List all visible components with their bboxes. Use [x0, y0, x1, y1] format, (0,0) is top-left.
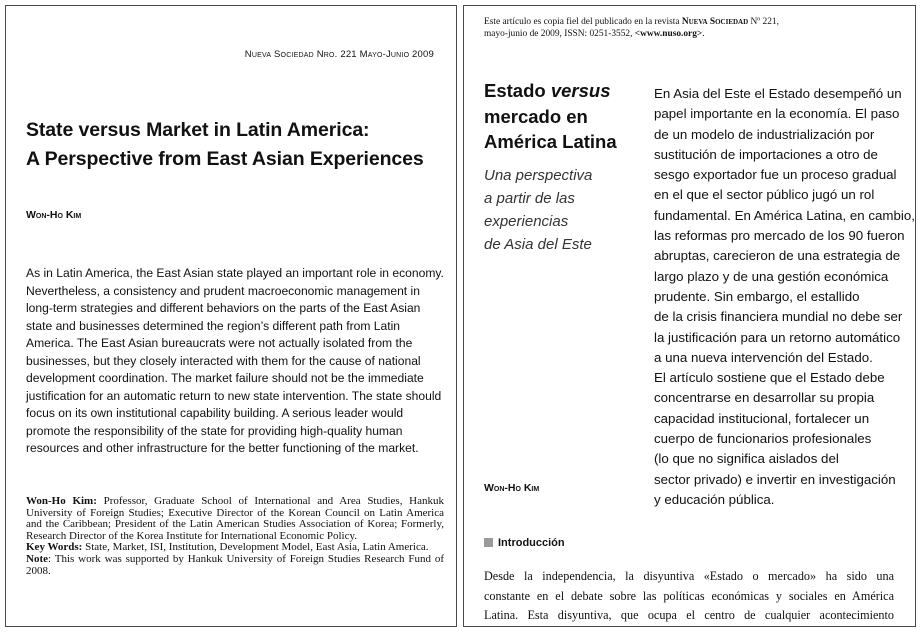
- section-marker-icon: [484, 538, 493, 547]
- summary-line: abruptas, carecieron de una estrategia de: [654, 248, 901, 264]
- note-label: Note: [26, 552, 48, 565]
- summary-line: y educación pública.: [654, 491, 775, 507]
- summary-line: de la crisis financiera mundial no debe ser: [654, 309, 903, 325]
- summary-line: largo plazo y de una gestión económica: [654, 268, 889, 284]
- summary-line: fundamental. En América Latina, en cambio,: [654, 207, 915, 223]
- subtitle-line-1: Una perspectiva: [484, 167, 593, 184]
- journal-header: Nueva Sociedad Nro. 221 Mayo-Junio 2009: [244, 49, 434, 60]
- intro-line: constante en el debate sobre las políticas económicas y sociales en América: [484, 588, 894, 603]
- copy-note-part-3: mayo-junio de 2009, ISSN: 0251-3552,: [484, 29, 635, 39]
- title-estado: Estado: [484, 80, 551, 101]
- summary-line: papel importante en la economía. El paso: [654, 106, 900, 122]
- copy-note-part-2: Nº 221,: [748, 17, 779, 27]
- funding-note: [26, 554, 444, 577]
- author-bio: [26, 496, 444, 542]
- copy-note-end: .: [702, 29, 705, 39]
- keywords-text: State, Market, ISI, Institution, Development Model, East Asia, Latin America.: [82, 541, 429, 554]
- summary-line: la justificación para un retorno automático: [654, 329, 901, 345]
- summary-line: sustitución de importaciones a otro de: [654, 146, 878, 162]
- summary-line: sector privado) e invertir en investigación: [654, 471, 896, 487]
- summary-line: en el que el sector público jugó un rol: [654, 187, 875, 203]
- summary-line: sesgo exportador fue un proceso gradual: [654, 167, 897, 183]
- title-versus: versus: [550, 80, 611, 101]
- copy-note-url[interactable]: <www.nuso.org>: [634, 29, 703, 39]
- copy-note-journal: Nueva Sociedad: [681, 17, 749, 27]
- spanish-article-page: [463, 5, 916, 627]
- copy-note-part-1: Este artículo es copia fiel del publicado en la revista: [484, 17, 682, 27]
- summary-line: cuerpo de funcionarios profesionales: [654, 431, 872, 447]
- summary-line: capacidad institucional, fortalecer un: [654, 410, 870, 426]
- spanish-title: [484, 78, 634, 155]
- introduction-text: [484, 567, 894, 626]
- subtitle-line-2: a partir de las: [484, 190, 575, 207]
- summary-line: En Asia del Este el Estado desempeñó un: [654, 86, 902, 101]
- bio-text: Professor, Graduate School of International and Area Studies, Hankuk University of Foreign Studies; Executive Director of the Korean Council on Latin America and the Caribbean; President of the Latin American Studies Association of Korea; Formerly, Research Director of the Korea Institute for International Economic Policy.: [26, 495, 444, 542]
- intro-line: Latina. Esta disyuntiva, que ocupa el centro de cualquier acontecimiento: [484, 608, 894, 622]
- subtitle-line-4: de Asia del Este: [484, 236, 592, 253]
- keywords-label: Key Words:: [26, 541, 83, 554]
- section-heading: [484, 537, 565, 549]
- spanish-author-name: Won-Ho Kim: [484, 482, 540, 494]
- spanish-summary: [654, 84, 915, 510]
- copy-note: [484, 16, 904, 40]
- title-line-2: A Perspective from East Asian Experiences: [26, 148, 424, 170]
- intro-line: Desde la independencia, la disyuntiva «Estado o mercado» ha sido una: [484, 569, 894, 583]
- title-line-1: State versus Market in Latin America:: [26, 119, 370, 141]
- section-heading-text: Introducción: [498, 537, 565, 549]
- note-text: : This work was supported by Hankuk University of Foreign Studies Research Fund of 2008.: [26, 552, 444, 577]
- author-name: Won-Ho Kim: [26, 209, 82, 221]
- subtitle-line-3: experiencias: [484, 213, 569, 230]
- summary-line: El artículo sostiene que el Estado debe: [654, 370, 885, 386]
- summary-line: las reformas pro mercado de los 90 fueron: [654, 228, 905, 244]
- bio-label: Won-Ho Kim:: [26, 495, 97, 507]
- abstract-text: As in Latin America, the East Asian state played an important role in economy. Nevertheless, a consistency and prudent macroeconomic management in long-term strategies and different behaviors on the parts of the East Asian state and businesses determined the region’s different path from Latin America. The East Asian bureaucrats were not actually isolated from the businesses, but they closely interacted with them for the cause of national development coordination. The market failure should not be the immediate justification for an automatic return to new state intervention. The state should focus on its own institutional capability building. A serious leader would promote the responsibility of the state for providing high-quality human resources and other infrastructure for the better functioning of the market.: [26, 266, 444, 456]
- summary-line: de un modelo de industrialización por: [654, 126, 875, 142]
- article-title: [26, 116, 446, 174]
- summary-line: (lo que no significa aislados del: [654, 451, 839, 467]
- spanish-title-line-3: América Latina: [484, 131, 617, 152]
- english-abstract-page: [5, 5, 457, 627]
- summary-line: concentrarse en desarrollar su propia: [654, 390, 875, 406]
- summary-line: prudente. Sin embargo, el estallido: [654, 288, 860, 304]
- spanish-title-line-2: mercado en: [484, 105, 588, 127]
- spanish-subtitle: [484, 164, 634, 256]
- spanish-title-line-1: [484, 78, 634, 104]
- footnotes: [26, 496, 444, 577]
- summary-line: a una nueva intervención del Estado.: [654, 349, 873, 365]
